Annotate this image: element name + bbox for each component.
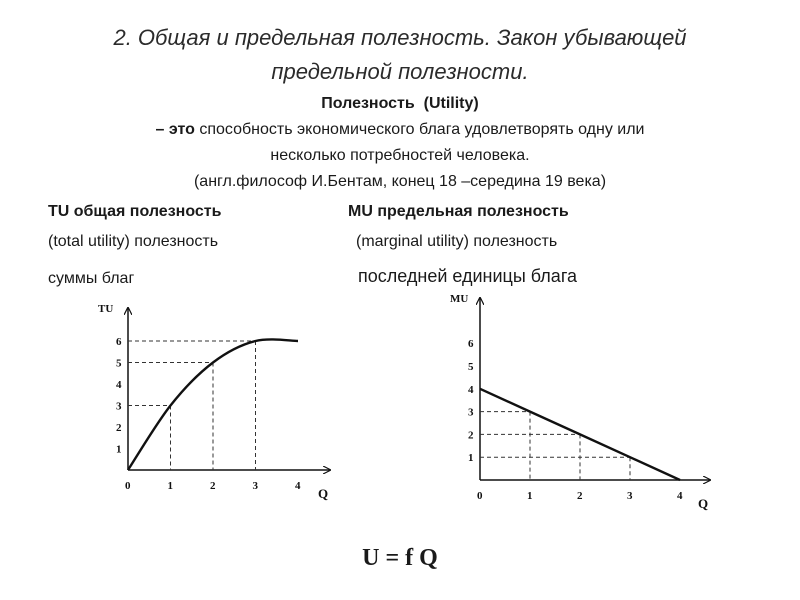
tu-y-tick-label: 6 [116,336,122,348]
tu-x-tick-label: 2 [210,480,216,492]
tu-y-tick-label: 2 [116,422,122,434]
tu-chart [98,303,330,501]
definition-dash: – это [155,121,195,138]
tu-x-tick-label: 3 [252,480,258,492]
mu-y-tick-label: 6 [468,338,474,351]
utility-formula: U = f Q [362,545,438,571]
definition-source: (англ.философ И.Бентам, конец 18 –середина 19 века) [193,173,607,190]
mu-x-tick-label: 3 [627,490,633,502]
tu-y-tick-label: 5 [116,357,122,370]
mu-x-tick-label: 1 [527,490,533,502]
mu-y-tick-label: 2 [468,429,474,442]
tu-y-tick-label: 1 [116,443,122,456]
mu-line-1: (marginal utility) полезность [356,233,558,250]
tu-x-tick-label: 0 [125,480,131,492]
tu-y-tick-label: 3 [116,400,122,413]
tu-line-1: (total utility) полезность [48,233,219,250]
mu-x-tick-label: 0 [477,490,483,502]
tu-x-tick-label: 1 [167,480,173,492]
mu-x-axis-label: Q [698,496,709,511]
mu-y-tick-label: 3 [468,406,474,419]
tu-x-tick-label: 4 [295,480,301,492]
mu-heading: MU предельная полезность [348,203,569,220]
mu-x-tick-label: 4 [677,490,683,502]
mu-line-2: последней единицы блага [358,266,577,286]
slide-title-line-1: 2. Общая и предельная полезность. Закон убывающей [113,25,687,50]
tu-x-axis-label: Q [318,486,329,501]
term-ru: Полезность [321,95,415,112]
tu-y-axis-label: TU [98,303,114,315]
tu-y-tick-label: 4 [116,379,122,391]
definition-line-2: несколько потребностей человека. [270,147,530,164]
mu-y-tick-label: 1 [468,452,474,465]
mu-y-tick-label: 4 [468,383,474,396]
tu-line-2: суммы благ [48,270,135,287]
definition-text: способность экономического блага удовлетворять одну или [194,121,645,138]
mu-y-tick-label: 5 [468,361,474,373]
tu-heading: TU общая полезность [48,203,222,220]
mu-y-axis-label: MU [450,293,469,305]
term-en: (Utility) [423,95,479,112]
mu-x-tick-label: 2 [577,490,583,502]
slide-title-line-2: предельной полезности. [271,59,529,84]
mu-chart [450,293,710,511]
